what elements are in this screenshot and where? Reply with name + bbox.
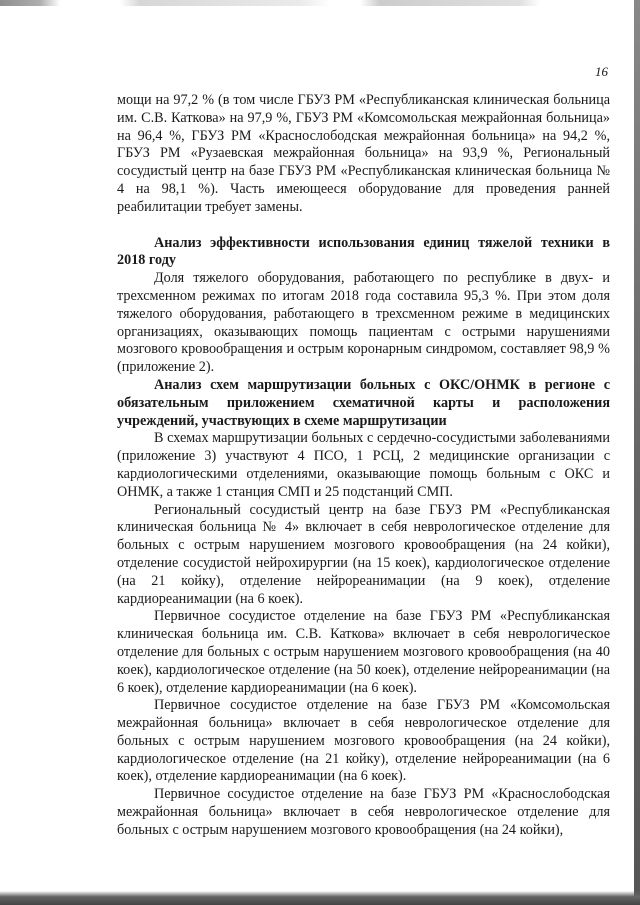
scan-edge-top [0,0,640,6]
paragraph-routing-participants: В схемах маршрутизации больных с сердечно-сосудистыми заболеваниями (приложение 3) участвуют 4 ПСО, 1 РСЦ, 2 медицинские организации с кардиологическими отделениями, оказывающие помощь больным с ОКС и ОНМК, а также 1 станция СМП и 25 подстанций СМП. [117,430,610,500]
scan-edge-bottom [0,891,640,905]
page-number: 16 [595,64,608,79]
paragraph-komsomolsk-hospital: Первичное сосудистое отделение на базе ГБУЗ РМ «Комсомольская межрайонная больница» включает в себя неврологическое отделение для больных с острым нарушением мозгового кровообращения (на 24 койки), кардиологическое отделение (на 21 койку), отделение нейрореанимации (на 6 коек), отделение кардиореанимации (на 6 коек). [117,697,610,785]
heading-heavy-equipment: Анализ эффективности использования единиц тяжелой техники в 2018 году [117,234,610,269]
paragraph-heavy-equipment: Доля тяжелого оборудования, работающего по республике в двух- и трехсменном режимах по итогам 2018 года составила 95,3 %. При этом доля тяжелого оборудования, работающего в трехсменном режиме в медицинских организациях, оказывающих помощь пациентам с острыми нарушениями мозгового кровообращения и острым коронарным синдромом, составляет 98,9 % (приложение 2). [117,270,610,376]
heading-routing-schemes: Анализ схем маршрутизации больных с ОКС/ОНМК в регионе с обязательным приложением схематичной карты и расположения учреждений, участвующих в схеме маршрутизации [117,376,610,429]
paragraph-regional-center: Региональный сосудистый центр на базе ГБУЗ РМ «Республиканская клиническая больница № 4» включает в себя неврологическое отделение для больных с острым нарушением мозгового кровообращения (на 24 койки), отделение сосудистой нейрохирургии (на 15 коек), кардиологическое отделение (на 21 койку), отделение нейрореанимации (на 9 коек), отделение кардиореанимации (на 6 коек). [117,501,610,607]
section-gap [117,217,610,235]
paragraph-kaktov-hospital: Первичное сосудистое отделение на базе ГБУЗ РМ «Республиканская клиническая больница им. С.В. Каткова» включает в себя неврологическое отделение для больных с острым нарушением мозгового кровообращения (на 40 коек), кардиологическое отделение (на 50 коек), отделение нейрореанимации (на 6 коек), отделение кардиореанимации (на 6 коек). [117,608,610,696]
paragraph-krasnoslobodsk-hospital: Первичное сосудистое отделение на базе ГБУЗ РМ «Краснослободская межрайонная больница» включает в себя неврологическое отделение для больных с острым нарушением мозгового кровообращения (на 24 койки), [117,786,610,838]
document-body [117,92,610,840]
paragraph-equipment-usage: мощи на 97,2 % (в том числе ГБУЗ РМ «Республиканская клиническая больница им. С.В. Каткова» на 97,9 %, ГБУЗ РМ «Комсомольская межрайонная больница» на 96,4 %, ГБУЗ РМ «Краснослободская межрайонная больница» на 94,2 %, ГБУЗ РМ «Рузаевская межрайонная больница» на 93,9 %, Региональный сосудистый центр на базе ГБУЗ РМ «Республиканская клиническая больница № 4 на 98,1 %). Часть имеющееся оборудование для проведения ранней реабилитации требует замены. [117,92,610,215]
scan-edge-right [634,0,640,905]
